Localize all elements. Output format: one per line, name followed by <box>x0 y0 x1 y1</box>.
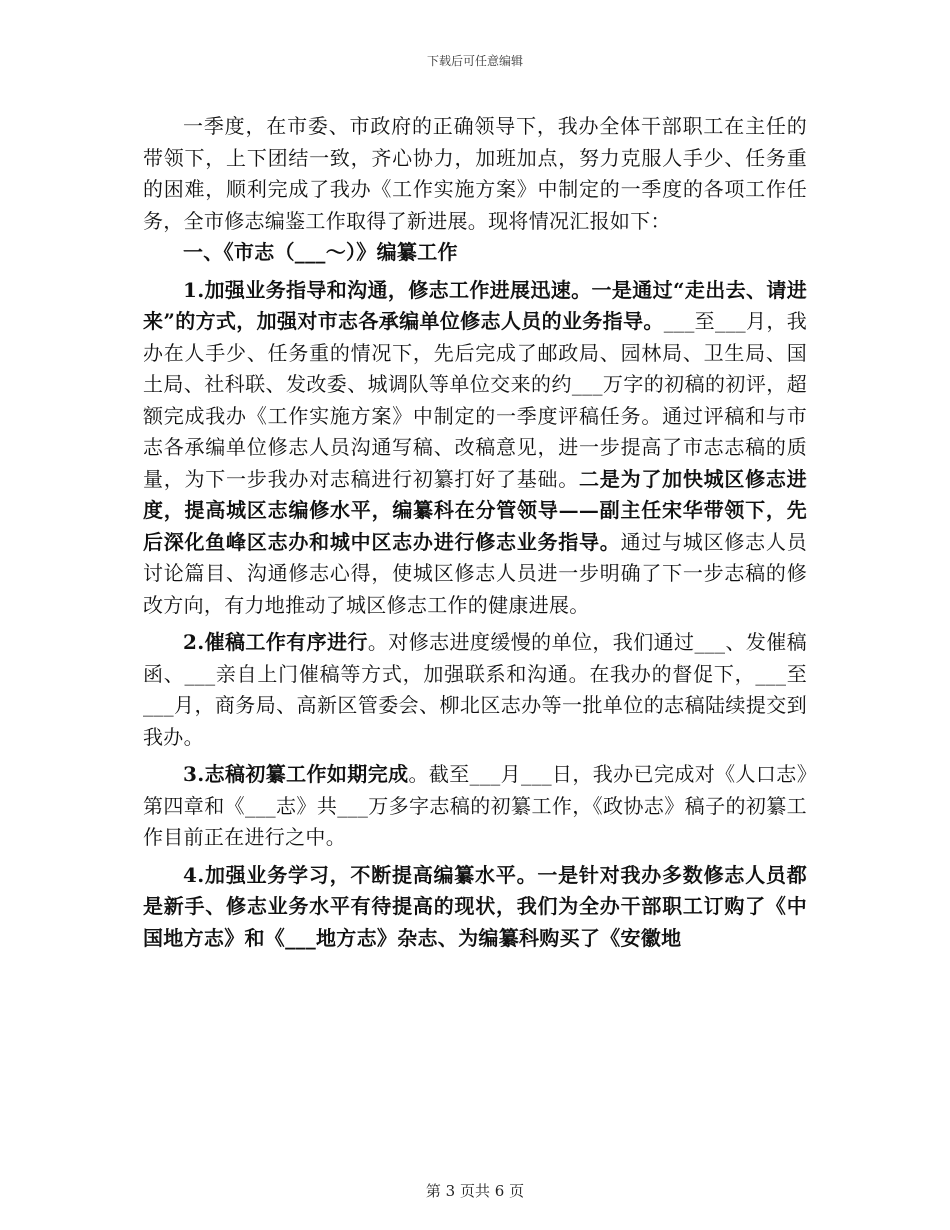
urging-body: 。对修志进度缓慢的单位，我们通过___、发催稿函、___亲自上门催稿等方式，加强联系和沟通。在我办的督促下，___至___月，商务局、高新区管委会、柳北区志办等一批单位的志稿陆续提交到我办。 <box>143 630 807 749</box>
intro-paragraph: 一季度，在市委、市政府的正确领导下，我办全体干部职工在主任的带领下，上下团结一致，齐心协力，加班加点，努力克服人手少、任务重的困难，顺利完成了我办《工作实施方案》中制定的一季度的各项工作任务，全市修志编鉴工作取得了新进展。现将情况汇报如下： <box>143 114 807 233</box>
page-footer: 第 3 页共 6 页 <box>425 1182 525 1200</box>
guidance-lead-2: 二是为了加快城区修志进度，提高城区志编修水平，编纂科在分管领导——副主任宋华带领下，先后深化鱼峰区志办和城中区志办进行修志业务指导。 <box>143 466 807 554</box>
paragraph-compilation <box>143 759 807 854</box>
section-heading-text: 一、《市志（___～）》编纂工作 <box>183 240 458 264</box>
paragraph-guidance <box>143 275 807 622</box>
section-heading <box>143 237 807 269</box>
document-body <box>143 111 807 954</box>
guidance-body: ___至___月，我办在人手少、任务重的情况下，先后完成了邮政局、园林局、卫生局、国土局、社科联、发改委、城调队等单位交来的约___万字的初稿的初评，超额完成我办《工作实施方案》中制定的一季度评稿任务。通过评稿和与市志各承编单位修志人员沟通写稿、改稿意见，进一步提高了市志志稿的质量，为下一步我办对志稿进行初纂打好了基础。 <box>143 309 807 491</box>
guidance-lead: 1.加强业务指导和沟通，修志工作进展迅速。一是通过“走出去、请进来”的方式，加强对市志各承编单位修志人员的业务指导。 <box>143 277 807 333</box>
compilation-body: 。截至___月___日，我办已完成对《人口志》第四章和《___志》共___万多字志稿的初纂工作，《政协志》稿子的初纂工作目前正在进行之中。 <box>143 762 807 849</box>
study-lead: 4.加强业务学习，不断提高编纂水平。一是针对我办多数修志人员都是新手、修志业务水平有待提高的现状，我们为全办干部职工订购了《中国地方志》和《___地方志》杂志、为编纂科购买了《安徽地 <box>143 862 807 950</box>
paragraph-study <box>143 860 807 955</box>
page-header: 下载后可任意编辑 <box>426 54 523 68</box>
urging-lead: 2.催稿工作有序进行 <box>183 630 368 654</box>
paragraph-urging <box>143 627 807 753</box>
guidance-body-2: 通过与城区修志人员讨论篇目、沟通修志心得，使城区修志人员进一步明确了下一步志稿的修改方向，有力地推动了城区修志工作的健康进展。 <box>143 529 807 617</box>
compilation-lead: 3.志稿初纂工作如期完成 <box>183 762 409 786</box>
